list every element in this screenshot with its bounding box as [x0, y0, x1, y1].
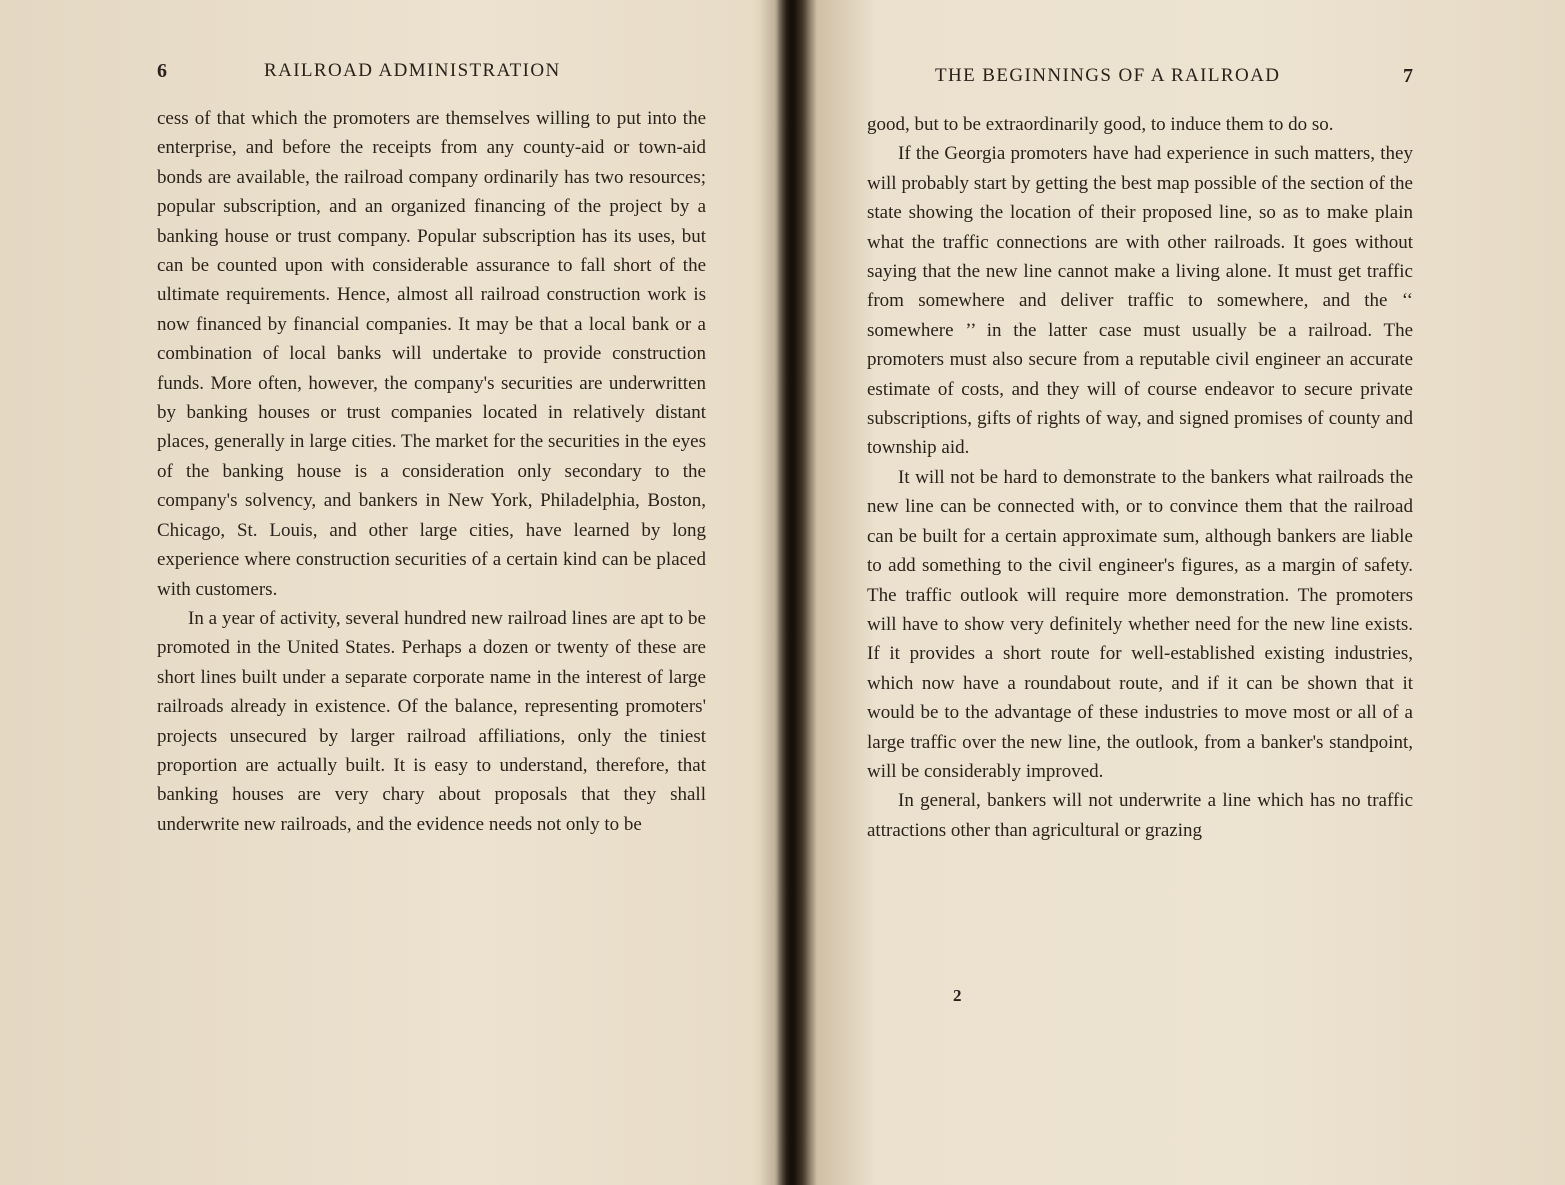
- running-head: THE BEGINNINGS OF A RAILROAD: [935, 65, 1281, 86]
- paragraph: In a year of activity, several hundred new railroad lines are apt to be promoted in the United States. Perhaps a dozen or twenty of these are short lines built under a separate corporate name in the interest of large railroads already in existence. Of the balance, representing promoters' projects unsecured by larger railroad affiliations, only the tiniest proportion are actually built. It is easy to understand, therefore, that banking houses are very chary about proposals that they shall underwrite new railroads, and the evidence needs not only to be: [157, 607, 706, 835]
- signature-mark: 2: [953, 986, 962, 1005]
- right-page: [808, 0, 1565, 1185]
- book-gutter: [760, 0, 808, 1185]
- running-head: RAILROAD ADMINISTRATION: [264, 60, 561, 81]
- paragraph: It will not be hard to demonstrate to the bankers what railroads the new line can be connected with, or to convince them that the railroad can be built for a certain approximate sum, although bankers are liable to add something to the civil engineer's figures, as a margin of safety. The traffic outlook will require more demonstration. The promoters will have to show very definitely whether need for the new line exists. If it provides a short route for well-established existing industries, which now have a roundabout route, and if it can be shown that it would be to the advantage of these industries to move most or all of a large traffic over the new line, the outlook, from a banker's standpoint, will be considerably improved.: [867, 466, 1413, 782]
- left-page: [0, 0, 770, 1185]
- paragraph: If the Georgia promoters have had experience in such matters, they will probably start by getting the best map possible of the section of the state showing the location of their proposed line, so as to make plain what the traffic connections are with other railroads. It goes without saying that the new line cannot make a living alone. It must get traffic from somewhere and deliver traffic to somewhere, and the ‘‘ somewhere ’’ in the latter case must usually be a railroad. The promoters must also secure from a reputable civil engineer an accurate estimate of costs, and they will of course endeavor to secure private subscriptions, gifts of rights of way, and signed promises of county and township aid.: [867, 143, 1413, 459]
- page-number: 7: [1403, 65, 1413, 87]
- paragraph: In general, bankers will not underwrite a line which has no traffic attractions other than agricultural or grazing: [867, 790, 1413, 841]
- body-text: [867, 110, 1413, 845]
- page-number: 6: [157, 60, 167, 82]
- body-text: [157, 104, 706, 839]
- paragraph: good, but to be extraordinarily good, to induce them to do so.: [867, 114, 1334, 135]
- paragraph: cess of that which the promoters are themselves willing to put into the enterprise, and before the receipts from any county-aid or town-aid bonds are available, the railroad company ordinarily has two resources; popular subscription, and an organized financing of the project by a banking house or trust company. Popular subscription has its uses, but can be counted upon with considerable assurance to fall short of the ultimate requirements. Hence, almost all railroad construction work is now financed by financial companies. It may be that a local bank or a combination of local banks will undertake to provide construction funds. More often, however, the company's securities are underwritten by banking houses or trust companies located in relatively distant places, generally in large cities. The market for the securities in the eyes of the banking house is a consideration only secondary to the company's solvency, and bankers in New York, Philadelphia, Boston, Chicago, St. Louis, and other large cities, have learned by long experience where construction securities of a certain kind can be placed with customers.: [157, 108, 706, 600]
